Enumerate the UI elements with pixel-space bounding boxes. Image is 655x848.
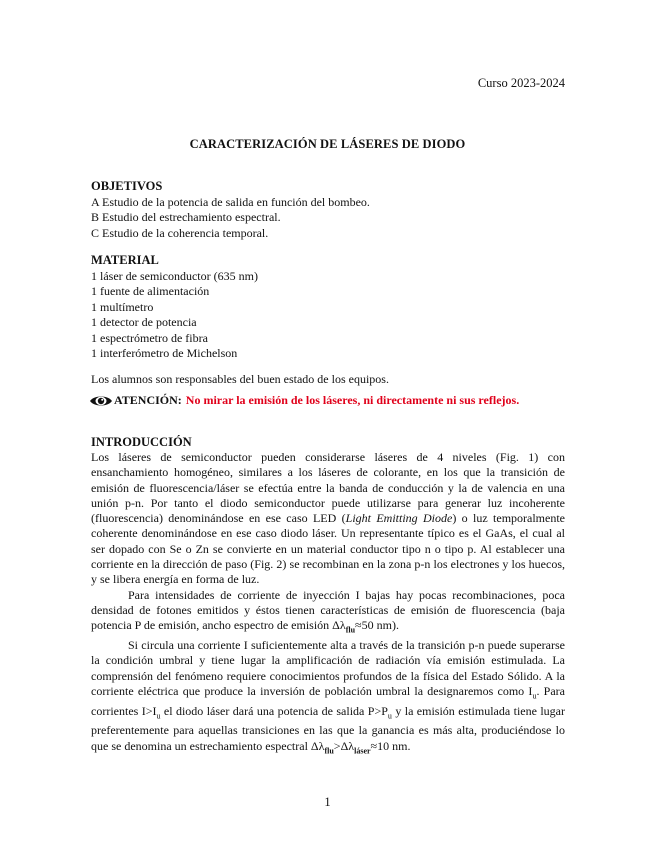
introduction-body [91,450,565,758]
paragraph [91,588,565,638]
paragraph [91,450,565,588]
subscript: flu [345,625,356,635]
text-run: . Para corrientes I>I [91,683,566,718]
introduction-heading: INTRODUCCIÓN [91,435,192,449]
material-note: Los alumnos son responsables del buen estado de los equipos. [91,372,389,386]
text-run: el diodo láser dará una potencia de salida P>P [160,703,388,718]
material-section [91,253,565,362]
text-run: >Δλ [333,738,355,753]
material-heading: MATERIAL [91,253,159,267]
material-item: 1 detector de potencia [91,315,197,329]
material-item: 1 interferómetro de Michelson [91,346,238,360]
warning-text: No mirar la emisión de los láseres, ni directamente ni sus reflejos. [185,393,520,407]
page-number: 1 [324,795,331,809]
objectives-heading: OBJETIVOS [91,179,163,193]
text-run: y la emisión estimulada tiene lugar preferentemente para aquellas transiciones en las que la ganancia es más alta, produciéndose lo que se denomina un estrechamiento espectral Δλ [91,703,565,753]
warning-label: ATENCIÓN: [114,393,182,407]
text-run: Para intensidades de corriente de inyección I bajas hay pocas recombinaciones, poca densidad de fotones emitidos y éstos tienen características de emisión de fluorescencia (baja potencia P de emisión, ancho espectro de emisión Δλ [91,587,565,633]
document-title: CARACTERIZACIÓN DE LÁSERES DE DIODO [189,137,466,151]
text-run: Si circula una corriente I suficientemente alta a través de la transición p-n puede superarse la condición umbral y tiene lugar la amplificación de radiación vía emisión estimulada. La comprensión del fenómeno requiere conocimientos profundos de la física del Estado Sólido. A la corriente eléctrica que produce la inversión de población umbral la designaremos como I [91,637,565,698]
material-item: 1 multímetro [91,299,154,314]
italic-term: Light Emitting Diode [345,511,453,526]
subscript: u [387,710,392,720]
objective-item: B Estudio del estrechamiento espectral. [91,210,281,224]
text-run: ≈50 nm). [355,618,399,633]
text-run: Los láseres de semiconductor pueden considerarse láseres de 4 niveles (Fig. 1) con ensanchamiento homogéneo, similares a los láseres de colorante, en los que la transición de emisión de fluorescencia/láser se efectúa entre la banda de conducción y la de valencia en una unión p-n. Por tanto el diodo semiconductor puede utilizarse para generar luz incoherente (fluorescencia) denominándose en ese caso LED ( [91,450,565,526]
subscript: u [532,691,537,701]
material-item: 1 láser de semiconductor (635 nm) [91,268,258,283]
objectives-section [91,179,565,241]
eye-icon [89,394,113,408]
objective-item: C Estudio de la coherencia temporal. [91,225,269,240]
course-label: Curso 2023-2024 [477,76,565,90]
objective-item: A Estudio de la potencia de salida en función del bombeo. [91,194,370,209]
material-item: 1 espectrómetro de fibra [91,330,208,345]
material-item: 1 fuente de alimentación [91,284,210,298]
subscript: u [156,710,161,720]
warning-banner [89,393,519,408]
paragraph [91,638,565,758]
text-run: ) o luz temporalmente coherente denominándose en ese caso diodo láser. Un representante típico es el GaAs, el cual al ser dopado con Se o Zn se convierte en un material conductor tipo n o tipo p. Al establecer una corriente en la dirección de paso (Fig. 2) se recombinan en la zona p-n los electrones y los huecos, y se libera energía en forma de luz. [91,511,566,587]
subscript: láser [354,745,371,755]
subscript: flu [324,745,334,755]
text-run: ≈10 nm. [370,738,411,753]
